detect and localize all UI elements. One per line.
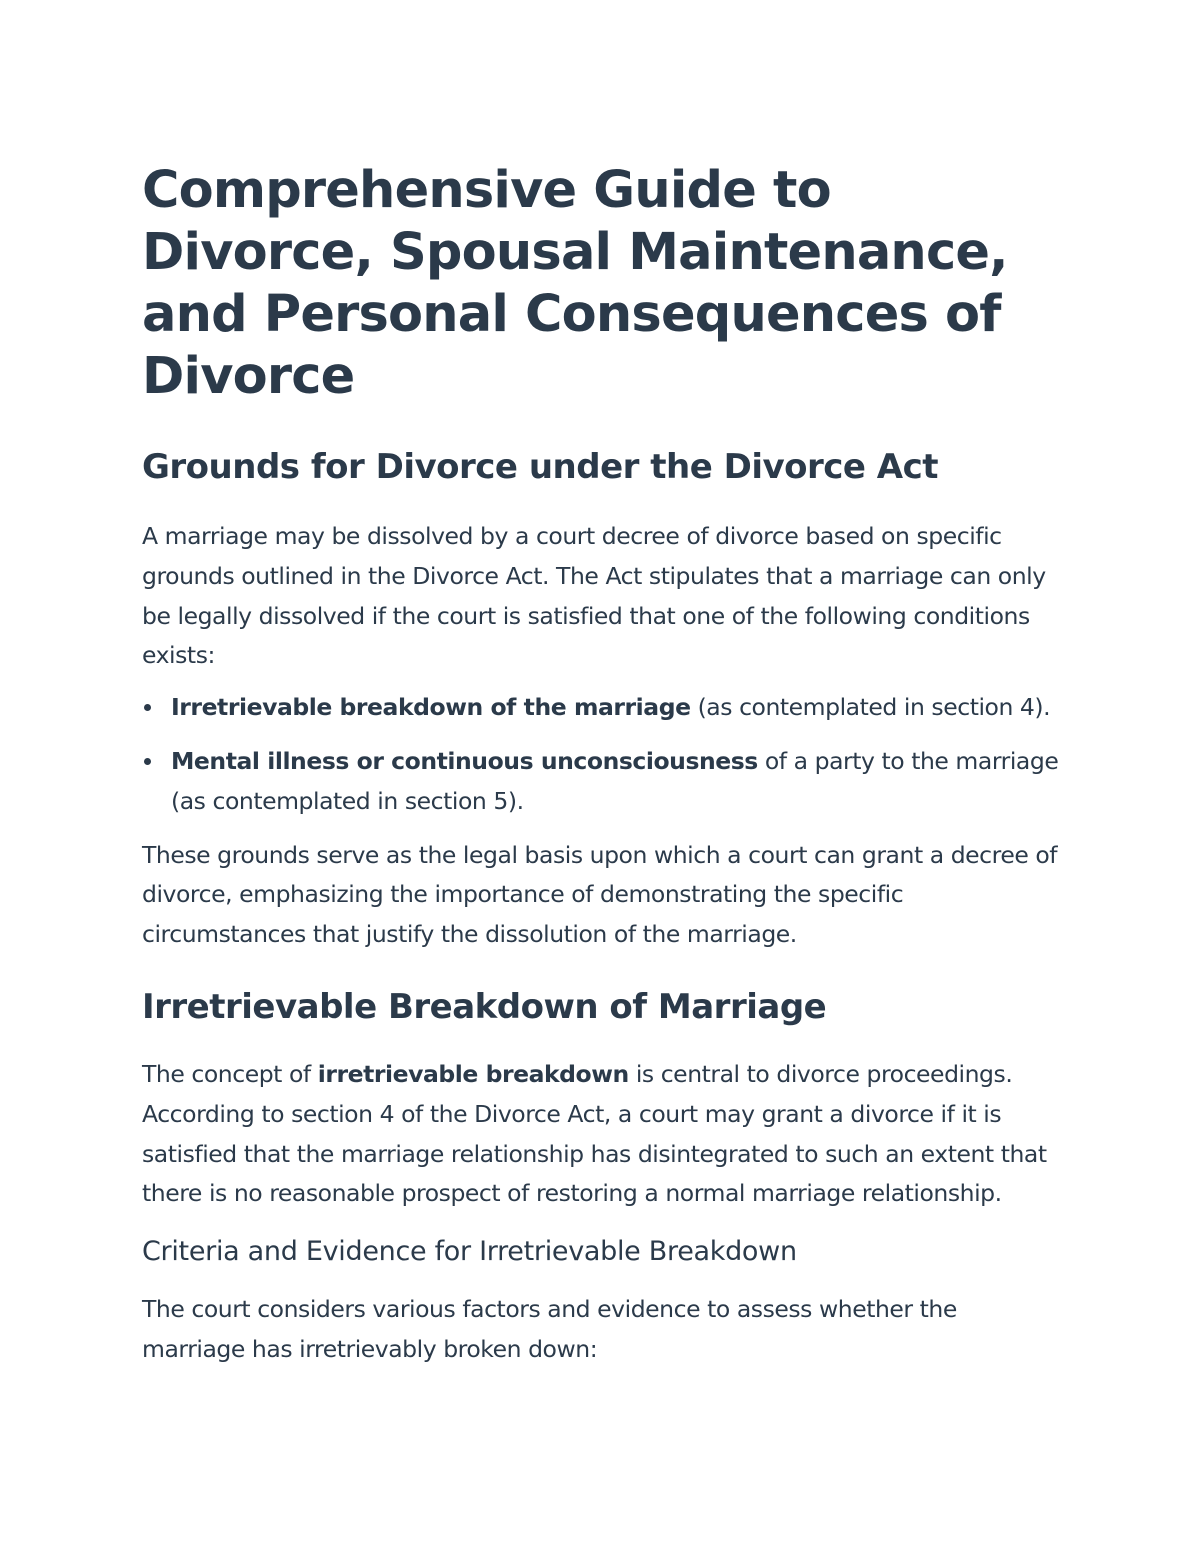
bullet-icon bbox=[144, 758, 151, 765]
breakdown-rest-text: is central to divorce proceedings. According to section 4 of the Divorce Act, a court may grant a divorce if it is satisfied that the marriage relationship has disintegrated to such an extent that there is no reasonable prospect of restoring a normal marriage relationship. bbox=[142, 1059, 1047, 1208]
grounds-bullet-list bbox=[142, 688, 1062, 821]
subheading-criteria-evidence: Criteria and Evidence for Irretrievable Breakdown bbox=[142, 1236, 797, 1268]
breakdown-bold-text: irretrievable breakdown bbox=[317, 1059, 629, 1088]
document-page bbox=[142, 160, 1062, 1370]
section-heading-irretrievable-breakdown: Irretrievable Breakdown of Marriage bbox=[142, 986, 827, 1027]
bullet-text: (as contemplated in section 4). bbox=[690, 693, 1051, 722]
breakdown-paragraph bbox=[142, 1055, 1062, 1214]
bullet-text: of a party to the marriage (as contemplated in section 5). bbox=[171, 746, 1059, 815]
list-item bbox=[142, 688, 1062, 728]
section-heading-grounds: Grounds for Divorce under the Divorce Act bbox=[142, 447, 939, 487]
breakdown-lead-text: The concept of bbox=[142, 1059, 318, 1088]
bullet-icon bbox=[144, 704, 151, 711]
bullet-bold-text: Mental illness or continuous unconsciousness bbox=[171, 746, 758, 775]
grounds-intro-paragraph: A marriage may be dissolved by a court decree of divorce based on specific grounds outlined in the Divorce Act. The Act stipulates that a marriage can only be legally dissolved if the court is satisfied that one of the following conditions exists: bbox=[142, 522, 1046, 670]
list-item bbox=[142, 742, 1062, 822]
grounds-closing-paragraph: These grounds serve as the legal basis upon which a court can grant a decree of divorce, emphasizing the importance of demonstrating the specific circumstances that justify the dissolution of the marriage. bbox=[142, 840, 1058, 949]
criteria-paragraph: The court considers various factors and evidence to assess whether the marriage has irretrievably broken down: bbox=[142, 1295, 957, 1363]
document-title: Comprehensive Guide to Divorce, Spousal Maintenance, and Personal Consequences of Divorce bbox=[142, 161, 1008, 406]
bullet-bold-text: Irretrievable breakdown of the marriage bbox=[171, 693, 691, 722]
